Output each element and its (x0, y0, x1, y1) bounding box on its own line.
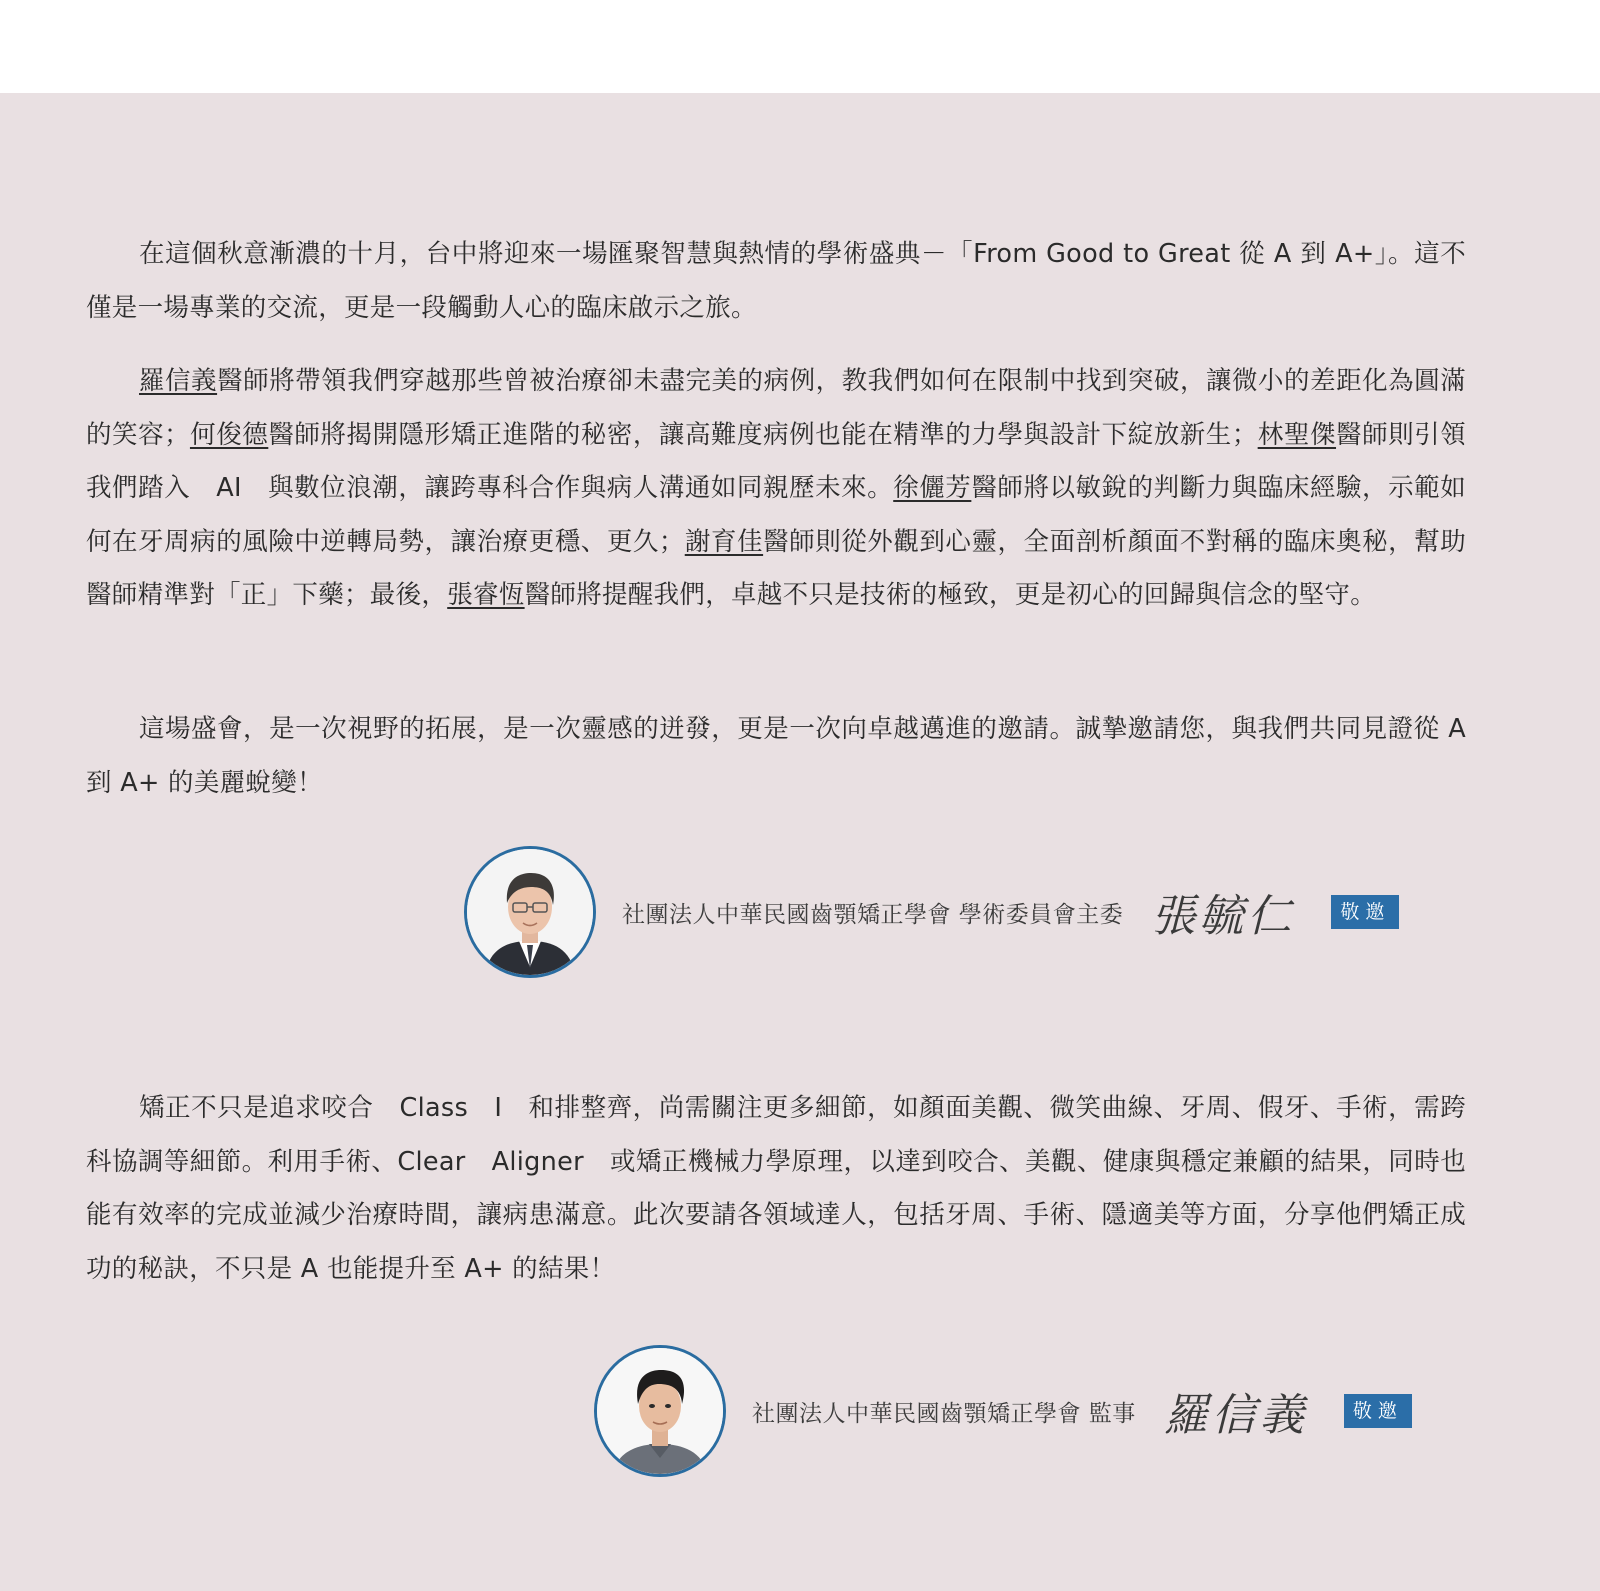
signature-organization: 社團法人中華民國齒顎矯正學會 學術委員會主委 (622, 901, 1124, 928)
doctor-name: 羅信義 (139, 366, 218, 396)
doctor-name: 何俊德 (189, 419, 269, 450)
paragraph-text: 醫師則引領我們踏入 AI 與數位浪潮，讓跨專科合作與病人溝通如同親歷未來。 (86, 419, 1466, 503)
intro-paragraph-3: 這場盛會，是一次視野的拓展，是一次靈感的迸發，更是一次向卓越邁進的邀請。誠摯邀請您，與我們共同見證從 A 到 A+ 的美麗蛻變！ (86, 714, 1466, 798)
signature-block-1 (464, 846, 1399, 978)
invitation-panel (0, 93, 1600, 1591)
paragraph-text: 醫師將帶領我們穿越那些曾被治療卻未盡完美的病例，教我們如何在限制中找到突破，讓微小的差距化為圓滿的笑容； (86, 366, 1466, 450)
paragraph-text: 醫師將以敏銳的判斷力與臨床經驗，示範如何在牙周病的風險中逆轉局勢，讓治療更穩、更久； (86, 473, 1466, 557)
doctor-name: 徐儷芳 (893, 473, 972, 503)
doctor-name: 林聖傑 (1257, 419, 1337, 450)
doctor-name: 謝育佳 (684, 526, 764, 557)
top-whitespace (0, 0, 1600, 93)
doctor-name: 張睿恆 (447, 580, 525, 610)
signature-block-2 (594, 1345, 1412, 1477)
intro-paragraph-2 (86, 355, 1466, 623)
avatar (464, 846, 596, 978)
paragraph-text: 醫師則從外觀到心靈，全面剖析顏面不對稱的臨床奧秘，幫助醫師精準對「正」下藥；最後， (86, 526, 1466, 610)
handwritten-signature: 張毓仁 (1151, 891, 1296, 942)
avatar (594, 1345, 726, 1477)
intro-paragraph-1: 在這個秋意漸濃的十月，台中將迎來一場匯聚智慧與熱情的學術盛典－「From Good to Great 從 A 到 A+」。這不僅是一場專業的交流，更是一段觸動人心的臨床啟示之旅。 (86, 239, 1466, 323)
portrait-photo (467, 849, 593, 975)
paragraph-text: 醫師將揭開隱形矯正進階的秘密，讓高難度病例也能在精準的力學與設計下綻放新生； (268, 419, 1258, 450)
second-paragraph: 矯正不只是追求咬合 Class I 和排整齊，尚需關注更多細節，如顏面美觀、微笑曲線、牙周、假牙、手術，需跨科協調等細節。利用手術、Clear Aligner 或矯正機械力學原理，以達到咬合、美觀、健康與穩定兼顧的結果，同時也能有效率的完成並減少治療時間，讓病患滿意。此次要請各領域達人，包括牙周、手術、隱適美等方面，分享他們矯正成功的秘訣，不只是 A 也能提升至 A+ 的結果！ (86, 1093, 1466, 1284)
invitation-badge: 敬邀 (1344, 1394, 1412, 1428)
invitation-badge: 敬邀 (1331, 895, 1399, 929)
handwritten-signature: 羅信義 (1163, 1390, 1308, 1441)
signature-organization: 社團法人中華民國齒顎矯正學會 監事 (752, 1400, 1136, 1427)
paragraph-text: 醫師將提醒我們，卓越不只是技術的極致，更是初心的回歸與信念的堅守。 (524, 580, 1377, 610)
portrait-photo (597, 1348, 723, 1474)
